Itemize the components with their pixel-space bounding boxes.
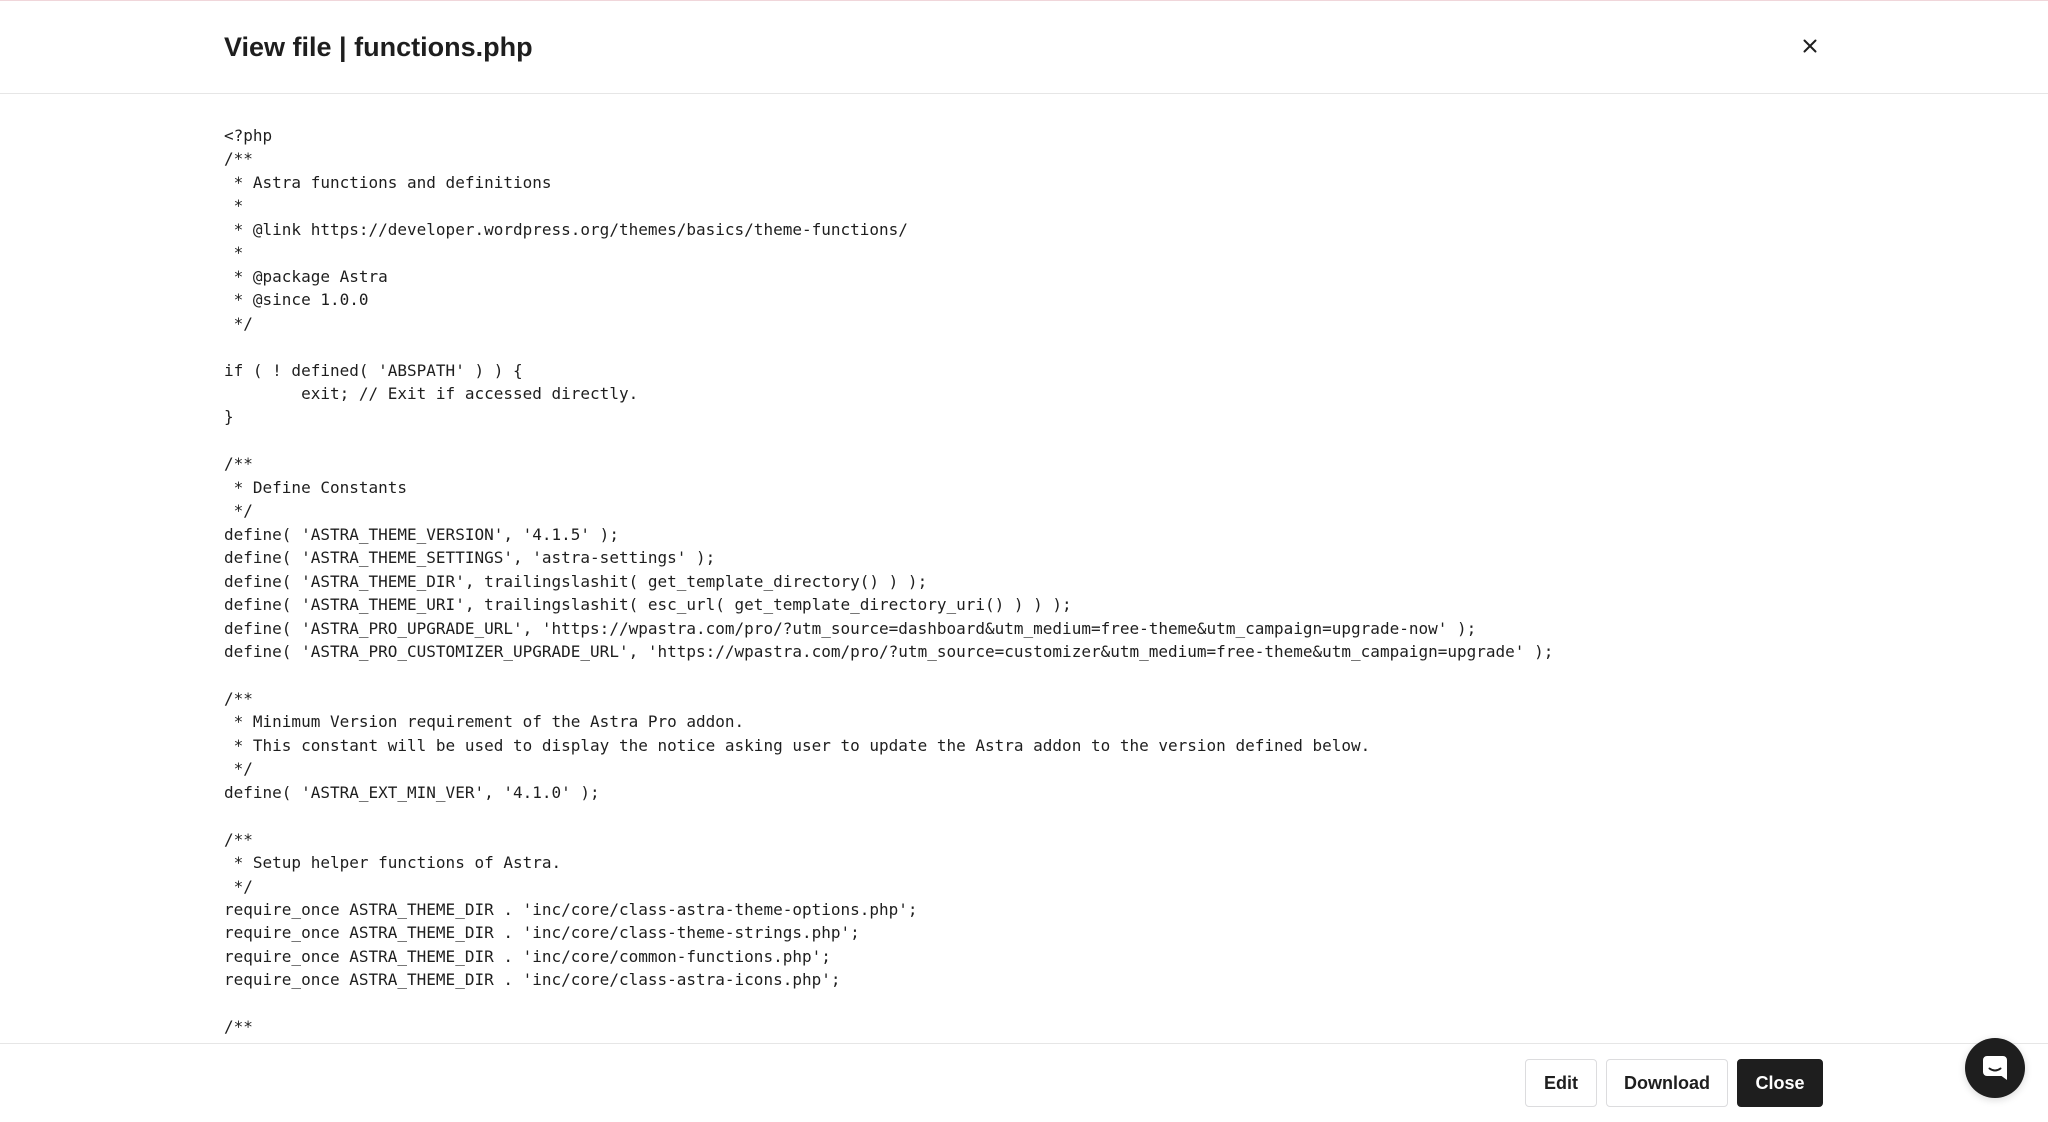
file-content-viewer[interactable] [0, 94, 2048, 1043]
chat-bubble-icon [1980, 1053, 2010, 1083]
close-x-glyph [1803, 39, 1817, 53]
close-button[interactable]: Close [1737, 1059, 1823, 1107]
chat-launcher-button[interactable] [1965, 1038, 2025, 1098]
modal-title: View file | functions.php [224, 32, 533, 62]
file-code: <?php /** * Astra functions and definitions * * @link https://developer.wordpress.org/themes/basics/theme-functions/ * * @package Astra * @since 1.0.0 */ if ( ! defined( 'ABSPATH' ) ) { exit; // Exit if accessed directly. } /** * Define Constants */ define( 'ASTRA_THEME_VERSION', '4.1.5' ); define( 'ASTRA_THEME_SETTINGS', 'astra-settings' ); define( 'ASTRA_THEME_DIR', trailingslashit( get_template_directory() ) ); define( 'ASTRA_THEME_URI', trailingslashit( esc_url( get_template_directory_uri() ) ) ); define( 'ASTRA_PRO_UPGRADE_URL', 'https://wpastra.com/pro/?utm_source=dashboard&utm_medium=free-theme&utm_campaign=upgrade-now' ); define( 'ASTRA_PRO_CUSTOMIZER_UPGRADE_URL', 'https://wpastra.com/pro/?utm_source=customizer&utm_medium=free-theme&utm_campaign=upgrade' ); /** * Minimum Version requirement of the Astra Pro addon. * This constant will be used to display the notice asking user to update the Astra addon to the version defined below. */ define( 'ASTRA_EXT_MIN_VER', '4.1.0' ); /** * Setup helper functions of Astra. */ require_once ASTRA_THEME_DIR . 'inc/core/class-astra-theme-options.php'; require_once ASTRA_THEME_DIR . 'inc/core/class-theme-strings.php'; require_once ASTRA_THEME_DIR . 'inc/core/common-functions.php'; require_once ASTRA_THEME_DIR . 'inc/core/class-astra-icons.php'; /** [224, 126, 1554, 1037]
modal-header [0, 1, 2048, 94]
close-icon[interactable] [1796, 32, 1824, 60]
modal-footer [0, 1043, 2048, 1122]
download-button[interactable]: Download [1606, 1059, 1728, 1107]
edit-button[interactable]: Edit [1525, 1059, 1597, 1107]
